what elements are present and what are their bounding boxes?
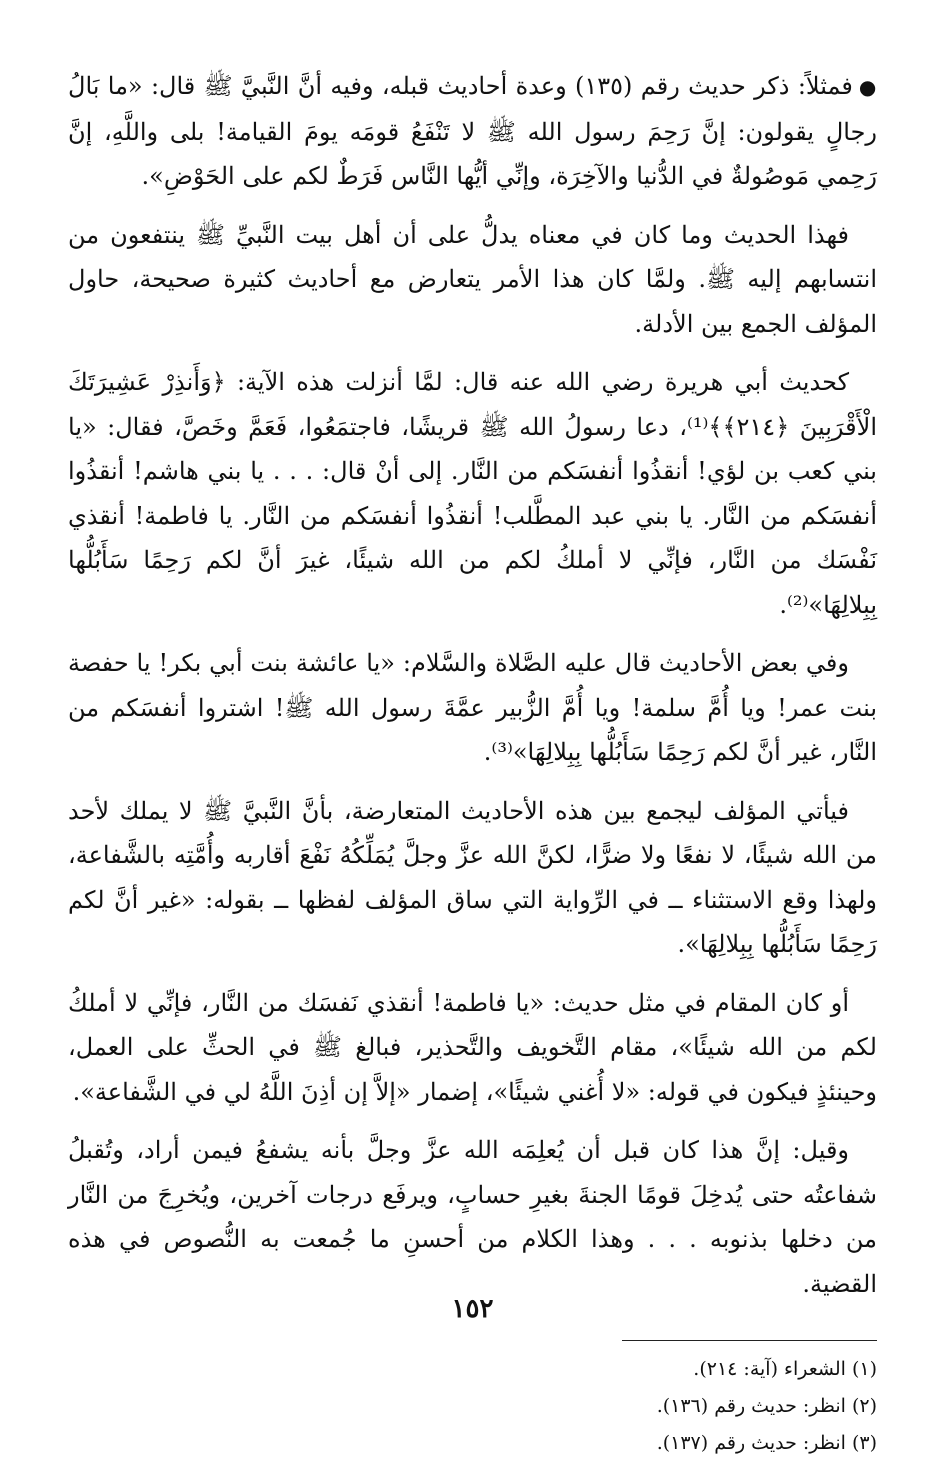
footnote-3: (٣) انظر: حديث رقم (١٣٧). xyxy=(656,1432,877,1454)
paragraph-3: كحديث أبي هريرة رضي الله عنه قال: لمَّا أنزلت هذه الآية: ﴿وَأَنذِرْ عَشِيرَتَكَ الْأَقْرَبِينَ ﴿٢١٤﴾﴾⁽¹⁾، دعا رسولُ الله ﷺ قريشًا، فاجتمَعُوا، فَعَمَّ وخَصَّ، فقال: «يا بني كعب بن لؤي! أنقذُوا أنفسَكم من النَّار. إلى أنْ قال: . . . يا بني هاشم! أنقذُوا أنفسَكم من النَّار. يا بني عبد المطَّلب! أنقذُوا أنفسَكم من النَّار. يا فاطمة! أنقذي نَفْسَك من النَّار، فإنِّي لا أملكُ لكم من الله شيئًا، غيرَ أنَّ لكم رَحِمًا سَأَبُلُّها بِبِلالِهَا»⁽²⁾. xyxy=(68,368,877,619)
paragraph-6: أو كان المقام في مثل حديث: «يا فاطمة! أنقذي نَفسَك من النَّار، فإنِّي لا أملكُ لكم من الله شيئًا»، مقام التَّخويف والتَّحذير، فبالغ ﷺ في الحثِّ على العمل، وحينئذٍ فيكون في قوله: «لا أُغني شيئًا»، إضمار «إلاَّ إن أذِنَ اللَّهُ لي في الشَّفاعة». xyxy=(68,988,877,1106)
paragraph-2: فهذا الحديث وما كان في معناه يدلُّ على أن أهل بيت النَّبيِّ ﷺ ينتفعون من انتسابهم إليه ﷺ. ولمَّا كان هذا الأمر يتعارض مع أحاديث كثيرة صحيحة، حاول المؤلف الجمع بين الأدلة. xyxy=(68,220,877,338)
footnote-1: (١) الشعراء (آية: ٢١٤). xyxy=(693,1358,877,1380)
footnote-divider xyxy=(622,1340,877,1341)
page-number: ١٥٢ xyxy=(451,1294,494,1324)
paragraph-1-text: فمثلاً: ذكر حديث رقم (١٣٥) وعدة أحاديث قبله، وفيه أنَّ النَّبيَّ ﷺ قال: «ما بَالُ رجالٍ يقولون: إنَّ رَحِمَ رسول الله ﷺ لا تَنْفَعُ قومَه يومَ القيامة! بلى واللَّهِ، إنَّ رَحِمي مَوصُولةٌ في الدُّنيا والآخِرَة، وإنِّي أيُّها النَّاس فَرَطٌ لكم على الحَوْضِ». xyxy=(68,72,877,190)
footnote-2: (٢) انظر: حديث رقم (١٣٦). xyxy=(656,1395,877,1417)
paragraph-7: وقيل: إنَّ هذا كان قبل أن يُعلِمَه الله عزَّ وجلَّ بأنه يشفعُ فيمن أراد، وتُقبلُ شفاعتُه حتى يُدخِلَ قومًا الجنةَ بغيرِ حسابٍ، ويرفَع درجات آخرين، ويُخرِجَ من النَّار من دخلها بذنوبه . . . وهذا الكلام من أحسنِ ما جُمعت به النُّصوص في هذه القضية. xyxy=(68,1136,878,1298)
paragraph-5: فيأتي المؤلف ليجمع بين هذه الأحاديث المتعارضة، بأنَّ النَّبيَّ ﷺ لا يملك لأحد من الله شيئًا، لا نفعًا ولا ضرًّا، لكنَّ الله عزَّ وجلَّ يُمَلِّكُهُ نَفْعَ أقاربه وأُمَّتِه بالشَّفاعة، ولهذا وقع الاستثناء ــ في الرِّواية التي ساق المؤلف لفظها ــ بقوله: «غير أنَّ لكم رَحِمًا سَأَبُلُّها بِبِلالِهَا». xyxy=(68,796,877,958)
footnotes xyxy=(68,1351,877,1462)
bullet-icon: ● xyxy=(858,75,878,99)
paragraph-4: وفي بعض الأحاديث قال عليه الصَّلاة والسَّلام: «يا عائشة بنت أبي بكر! يا حفصة بنت عمر! ويا أُمَّ سلمة! ويا أُمَّ الزُّبير عمَّةَ رسول الله ﷺ! اشتروا أنفسَكم من النَّار، غير أنَّ لكم رَحِمًا سَأَبُلُّها بِبِلالِهَا»⁽³⁾. xyxy=(68,649,878,766)
paragraph-1 xyxy=(68,64,877,199)
